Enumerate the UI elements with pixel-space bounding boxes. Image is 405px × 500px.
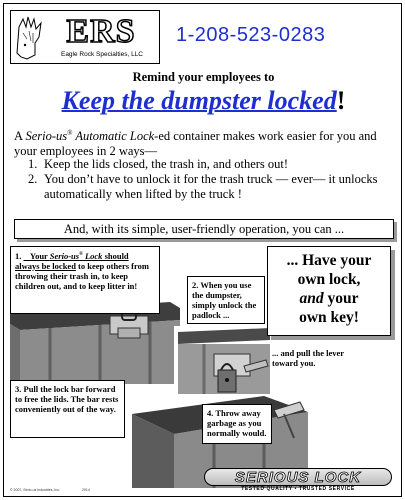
intro-brand: Serio-us (25, 129, 68, 144)
intro-brand2: Automatic Lock (72, 129, 155, 144)
list-number: 2. (28, 172, 38, 186)
own-and: and (299, 290, 324, 307)
headline-text: Keep the dumpster locked (61, 86, 337, 115)
own-line-2: own lock, (297, 271, 361, 288)
list-item (28, 157, 400, 172)
step1-number: 1. (15, 250, 22, 261)
benefit-list (28, 157, 400, 202)
intro-paragraph (14, 126, 400, 159)
step2-callout: 2. When you use the dumpster, simply unlock the padlock ... (187, 276, 265, 324)
logo-subtitle: Eagle Rock Specialties, LLC (60, 51, 143, 58)
step1-brand: Serio-us (49, 250, 80, 261)
step1-reg: ® (79, 252, 83, 257)
step1-rest: to keep others from throwing their trash in, to keep children out, and to keep litter in! (15, 260, 149, 291)
brand-tagline: TESTED QUALITY • TRUSTED SERVICE (241, 486, 355, 492)
list-text: You don’t have to unlock it for the trash truck — ever— it unlocks automatically when lifted by the truck ! (44, 172, 378, 201)
own-line-4: own key! (299, 309, 359, 326)
step1-callout (10, 246, 160, 314)
flyer-page (3, 3, 402, 497)
operation-banner: And, with its simple, user-friendly operation, you can ... (14, 219, 394, 239)
own-line-3 (268, 289, 390, 308)
brand-name: SERIOUS LOCK (204, 468, 392, 486)
main-headline (4, 86, 402, 116)
copyright-text: © 2007, Serio-us Industries, Inc. (10, 488, 61, 492)
own-line-1: ... Have your (286, 252, 372, 269)
headline-exclaim: ! (336, 86, 346, 115)
step1-locked: should always be locked (15, 250, 129, 271)
list-item (28, 172, 400, 202)
phone-number: 1-208-523-0283 (176, 24, 326, 46)
remind-heading: Remind your employees to (132, 70, 275, 84)
intro-reg: ® (67, 129, 73, 137)
step1-lock: Lock (82, 250, 103, 261)
usage-diagram (4, 244, 402, 497)
step3-callout: 3. Pull the lock bar forward to free the lids. The bar rests conveniently out of the way. (10, 380, 125, 438)
step1-your: Your (29, 250, 50, 261)
intro-lead: A (14, 129, 26, 144)
intro-rest: -ed container makes work easier for you and your employees in 2 ways— (14, 129, 377, 159)
list-text: Keep the lids closed, the trash in, and others out! (44, 157, 289, 171)
print-code: 2014 (82, 488, 90, 492)
lever-note: ... and pull the lever toward you. (272, 348, 370, 368)
logo-letters: ERS (66, 13, 136, 50)
step4-callout: 4. Throw away garbage as you normally would. (202, 404, 272, 444)
own-key-box (267, 246, 391, 336)
serious-lock-logo (204, 468, 392, 494)
ers-logo (10, 10, 160, 64)
list-number: 1. (28, 157, 38, 171)
eagle-icon (13, 13, 45, 61)
own-your: your (323, 290, 359, 307)
